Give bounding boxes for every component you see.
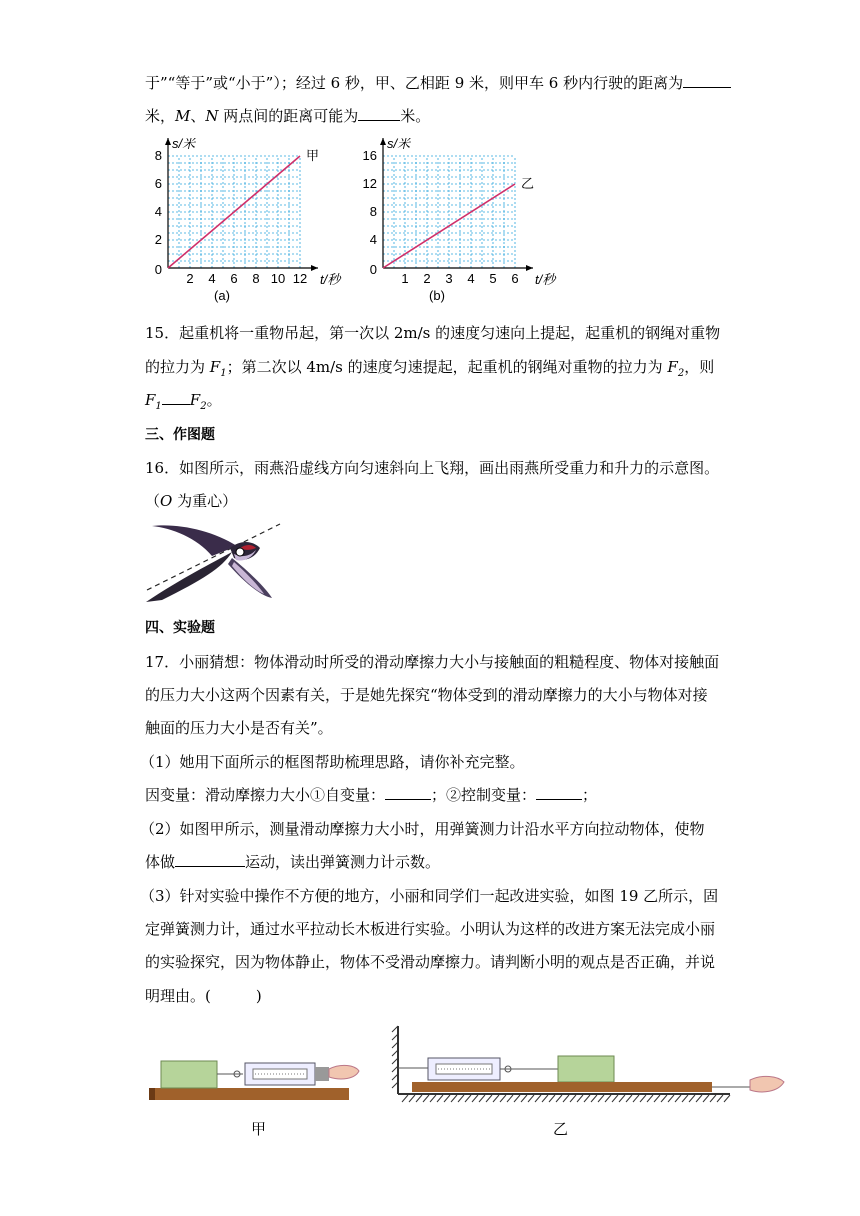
wooden-board [149, 1088, 349, 1100]
section-heading: 四、实验题 [145, 620, 215, 636]
q17-text: 因变量：滑动摩擦力大小①自变量： [145, 786, 386, 804]
chart-b [355, 138, 565, 308]
q15-line2 [145, 356, 714, 379]
q17-line [145, 985, 262, 1006]
q15-text: ；第二次以 4m/s 的速度匀速提起，起重机的钢绳对重物的拉力为 [226, 358, 668, 376]
answer-blank[interactable] [683, 73, 731, 88]
answer-blank[interactable] [175, 852, 245, 867]
f2-subscript: 2 [200, 401, 207, 412]
x-tick-label: 2 [186, 271, 194, 286]
q17-text: 体做 [145, 853, 176, 871]
experiment-yi-figure [390, 1022, 790, 1104]
q15-line1 [145, 322, 720, 343]
chart-caption: (a) [214, 288, 230, 303]
y-tick-label: 2 [154, 232, 162, 247]
q16-line2 [145, 490, 237, 511]
answer-blank[interactable] [536, 785, 582, 800]
y-axis-arrow [380, 138, 386, 145]
series-label: 甲 [306, 148, 320, 163]
q17-text: 的实验探究，因为物体静止，物体不受滑动摩擦力。请判断小明的观点是否正确，并说 [145, 953, 716, 971]
origin-label: 0 [154, 262, 162, 277]
x-axis-label: t/秒 [535, 272, 556, 287]
q17-line [145, 784, 597, 805]
answer-blank[interactable] [385, 785, 431, 800]
q17-text: （3）针对实验中操作不方便的地方，小丽和同学们一起改进实验，如图 19 乙所示，固 [140, 887, 719, 905]
x-tick-label: 10 [270, 271, 286, 286]
q17-text: 触面的压力大小是否有关”。 [145, 719, 333, 737]
f1-subscript: 1 [220, 368, 227, 379]
q16-text: （ [145, 492, 161, 510]
center-o: O [160, 492, 173, 510]
y-tick-label: 16 [362, 148, 377, 163]
x-tick-label: 1 [401, 271, 409, 286]
section-heading: 三、作图题 [145, 427, 215, 443]
hand [750, 1076, 784, 1092]
q17-text: 17．小丽猜想：物体滑动时所受的滑动摩擦力大小与接触面的粗糙程度、物体对接触面 [145, 653, 720, 671]
origin-label: 0 [369, 262, 377, 277]
figure-label-yi: 乙 [553, 1120, 569, 1138]
x-tick-label: 6 [511, 271, 519, 286]
f1-symbol: F [209, 358, 221, 376]
y-axis-label: s/米 [387, 138, 411, 151]
y-tick-label: 6 [154, 176, 162, 191]
q17-line [145, 918, 715, 939]
f1-subscript: 1 [155, 401, 162, 412]
x-tick-label: 5 [489, 271, 497, 286]
q17-line [140, 885, 718, 906]
q17-text: 的压力大小这两个因素有关，于是她先探究“物体受到的滑动摩擦力的大小与物体对接 [145, 686, 708, 704]
x-tick-label: 6 [230, 271, 238, 286]
x-tick-label: 4 [208, 271, 216, 286]
q17-line [140, 818, 705, 839]
block [558, 1056, 614, 1082]
y-tick-label: 4 [369, 232, 377, 247]
q15-text: 。 [206, 391, 222, 409]
q15-text: ，则 [684, 358, 715, 376]
q17-line [145, 684, 708, 705]
q17-text: 明理由。( ) [145, 987, 262, 1005]
q14-text-line1 [145, 72, 731, 93]
f2-symbol: F [189, 391, 201, 409]
f2-subscript: 2 [677, 368, 685, 379]
q14-text-line2 [145, 105, 430, 126]
q14-text: 米。 [400, 107, 431, 125]
q17-text: （2）如图甲所示，测量滑动摩擦力大小时，用弹簧测力计沿水平方向拉动物体，使物 [140, 820, 705, 838]
x-tick-label: 2 [423, 271, 431, 286]
point-m: M [175, 107, 191, 125]
q17-line [145, 851, 440, 872]
x-tick-label: 4 [467, 271, 475, 286]
y-axis-arrow [165, 138, 171, 145]
block [161, 1061, 217, 1088]
experiment-jia-figure [145, 1055, 365, 1105]
q17-text: （1）她用下面所示的框图帮助梳理思路，请你补充完整。 [140, 753, 525, 771]
y-tick-label: 12 [362, 176, 377, 191]
f2-symbol: F [667, 358, 678, 376]
series-label: 乙 [521, 176, 535, 191]
q14-text: 、 [190, 107, 206, 125]
q14-text: 米， [145, 107, 176, 125]
y-axis-label: s/米 [172, 138, 196, 151]
q17-text: ； [582, 786, 598, 804]
x-axis-label: t/秒 [320, 272, 341, 287]
point-n: N [205, 107, 219, 125]
q17-line [140, 751, 525, 772]
q16-text: 为重心） [172, 492, 238, 510]
q17-text: ；②控制变量： [431, 786, 537, 804]
q17-line [145, 651, 719, 672]
hand [329, 1065, 359, 1079]
q15-text: 15．起重机将一重物吊起，第一次以 2m/s 的速度匀速向上提起，起重机的钢绳对重物 [145, 324, 721, 342]
q14-text: 两点间的距离可能为 [218, 107, 359, 125]
y-tick-label: 8 [154, 148, 162, 163]
q17-text: 运动，读出弹簧测力计示数。 [245, 853, 441, 871]
swallow-figure [142, 518, 282, 604]
q17-line [145, 951, 715, 972]
y-tick-label: 8 [369, 204, 377, 219]
q17-text: 定弹簧测力计，通过水平拉动长木板进行实验。小明认为这样的改进方案无法完成小丽 [145, 920, 716, 938]
x-axis-arrow [526, 265, 533, 271]
q16-text: 16．如图所示，雨燕沿虚线方向匀速斜向上飞翔，画出雨燕所受重力和升力的示意图。 [145, 459, 720, 477]
x-tick-label: 12 [292, 271, 308, 286]
answer-blank[interactable] [358, 106, 400, 121]
chart-a [140, 138, 350, 308]
figure-label-jia: 甲 [251, 1120, 267, 1138]
wooden-board [412, 1082, 712, 1092]
y-tick-label: 4 [154, 204, 162, 219]
x-tick-label: 3 [445, 271, 453, 286]
f1-symbol: F [145, 391, 156, 409]
q16-line1 [145, 457, 719, 478]
q15-line3 [145, 389, 222, 412]
chart-caption: (b) [429, 288, 445, 303]
x-axis-arrow [311, 265, 318, 271]
q17-line [145, 717, 333, 738]
q14-text: 于”“等于”或“小于”）；经过 6 秒，甲、乙相距 9 米，则甲车 6 秒内行驶的距离为 [145, 74, 684, 92]
q15-text: 的拉力为 [145, 358, 210, 376]
x-tick-label: 8 [252, 271, 260, 286]
answer-blank[interactable] [162, 390, 190, 405]
